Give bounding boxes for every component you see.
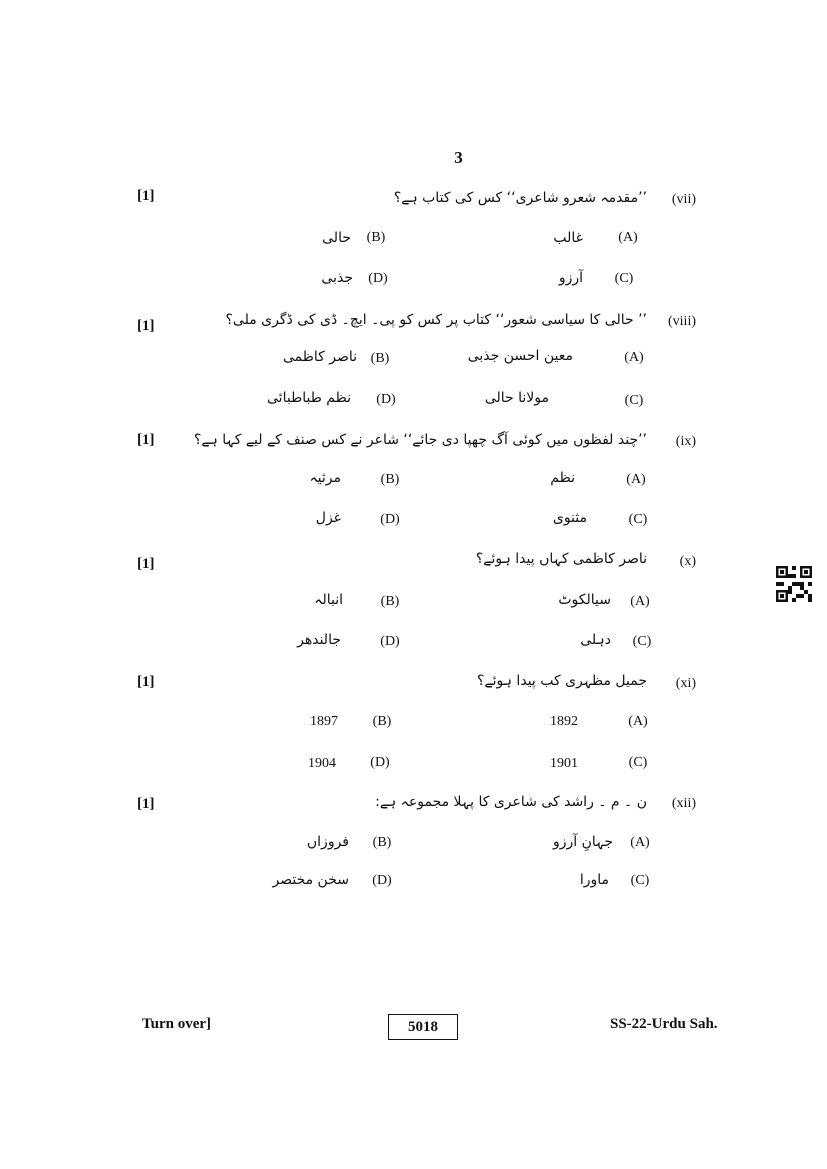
page-number: 3: [454, 148, 463, 167]
option-letter: (B): [380, 594, 400, 609]
option-text: ناصر کاظمی: [282, 349, 357, 365]
question-number: (viii): [668, 314, 696, 329]
question-text: جمیل مظہری کب پیدا ہوئے؟: [477, 673, 647, 689]
option-text: غالب: [553, 230, 583, 246]
question-text: ’’مقدمہ شعرو شاعری‘‘ کس کی کتاب ہے؟: [393, 190, 647, 206]
option-text: ماورا: [579, 872, 609, 888]
option-letter: (B): [372, 714, 392, 729]
option-letter: (A): [630, 835, 650, 850]
option-letter: (B): [366, 230, 386, 245]
marks-label: [1]: [137, 318, 155, 334]
question-number: (x): [679, 554, 696, 569]
option-text: جذبی: [321, 270, 353, 286]
option-letter: (B): [380, 472, 400, 487]
marks-label: [1]: [137, 796, 155, 812]
option-letter: (A): [626, 472, 646, 487]
option-text: مرثیہ: [309, 470, 341, 486]
option-letter: (D): [376, 392, 396, 407]
marks-label: [1]: [137, 188, 155, 204]
option-letter: (C): [614, 271, 634, 286]
question-text: ن ۔ م ۔ راشد کی شاعری کا پہلا مجموعہ ہے:: [375, 794, 647, 810]
option-letter: (C): [630, 873, 650, 888]
qr-code-icon: [776, 565, 812, 603]
option-text: مثنوی: [552, 510, 587, 526]
option-text: معین احسن جذبی: [467, 348, 573, 364]
option-letter: (A): [618, 230, 638, 245]
question-text: ’’ حالی کا سیاسی شعور‘‘ کتاب پر کس کو پی۔ ایچ۔ ڈی کی ڈگری ملی؟: [225, 312, 647, 328]
option-text: سیالکوٹ: [558, 592, 611, 608]
marks-label: [1]: [137, 432, 155, 448]
option-text: سخن مختصر: [272, 872, 349, 888]
option-text: 1897: [310, 714, 338, 729]
question-number: (xi): [675, 676, 696, 691]
paper-code-box: 5018: [388, 1014, 458, 1040]
marks-label: [1]: [137, 556, 155, 572]
question-number: (vii): [671, 192, 696, 207]
option-letter: (A): [624, 350, 644, 365]
option-text: مولانا حالی: [484, 390, 549, 406]
option-letter: (C): [628, 512, 648, 527]
question-number: (ix): [675, 434, 696, 449]
paper-id-label: SS-22-Urdu Sah.: [610, 1016, 718, 1032]
option-text: نظم طباطبائی: [267, 390, 351, 406]
option-text: غزل: [315, 510, 341, 526]
option-text: جہانِ آرزو: [552, 834, 613, 850]
option-letter: (B): [370, 351, 390, 366]
option-text: آرزو: [558, 270, 583, 286]
question-text: ناصر کاظمی کہاں پیدا ہوئے؟: [475, 551, 647, 567]
option-text: 1904: [308, 756, 336, 771]
option-letter: (C): [628, 755, 648, 770]
option-text: انبالہ: [314, 592, 343, 608]
option-text: دہلی: [580, 632, 611, 648]
option-letter: (C): [632, 634, 652, 649]
question-text: ’’چند لفظوں میں کوئی آگ چھپا دی جائے‘‘ شاعر نے کس صنف کے لیے کہا ہے؟: [193, 432, 647, 448]
option-letter: (D): [368, 271, 388, 286]
option-letter: (B): [372, 835, 392, 850]
option-letter: (A): [628, 714, 648, 729]
option-text: 1901: [550, 756, 578, 771]
question-number: (xii): [671, 796, 696, 811]
option-text: 1892: [550, 714, 578, 729]
option-text: نظم: [550, 470, 575, 486]
option-letter: (D): [370, 755, 390, 770]
option-letter: (A): [630, 594, 650, 609]
option-letter: (C): [624, 393, 644, 408]
option-letter: (D): [380, 634, 400, 649]
option-text: فروزاں: [306, 834, 349, 850]
marks-label: [1]: [137, 674, 155, 690]
option-letter: (D): [372, 873, 392, 888]
option-letter: (D): [380, 512, 400, 527]
turn-over-label: Turn over]: [142, 1016, 212, 1032]
option-text: جالندھر: [297, 632, 341, 648]
option-text: حالی: [322, 230, 351, 246]
